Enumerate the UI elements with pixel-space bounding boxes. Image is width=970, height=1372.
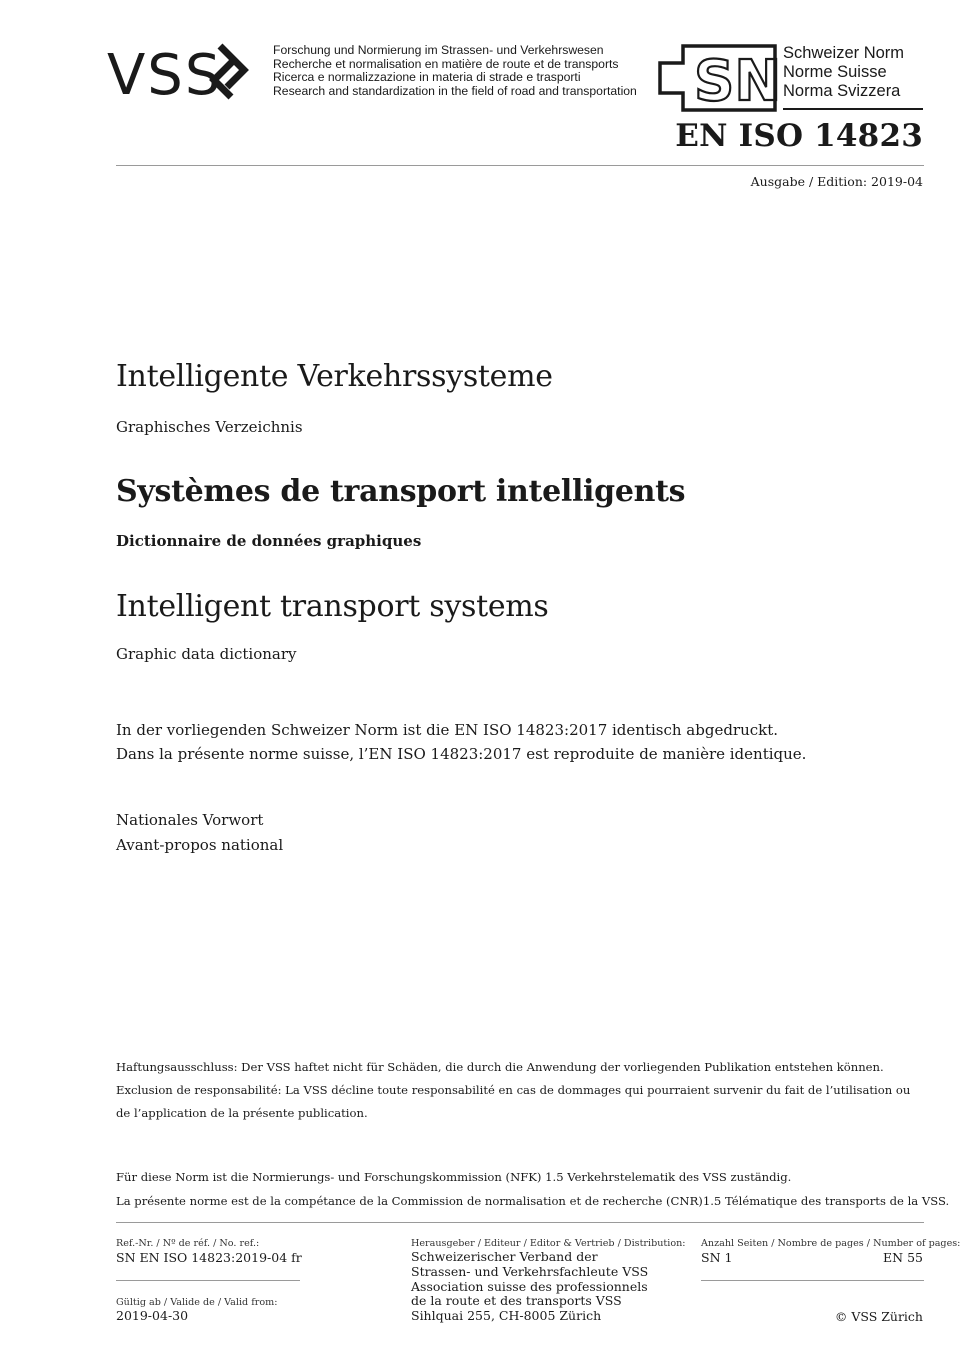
subtitle-english: Graphic data dictionary <box>116 645 297 663</box>
publisher-label: Herausgeber / Editeur / Editor & Vertrieb / Distribution: <box>411 1238 686 1249</box>
competence-de: Für diese Norm ist die Normierungs- und Forschungskommission (NFK) 1.5 Verkehrstelematik des VSS zuständig. <box>116 1170 792 1184</box>
footer-divider <box>116 1222 924 1223</box>
subtitle-french: Dictionnaire de données graphiques <box>116 532 422 550</box>
pages-divider <box>701 1280 924 1281</box>
publisher-line: Sihlquai 255, CH-8005 Zürich <box>411 1308 602 1324</box>
foreword-fr: Avant-propos national <box>116 836 284 854</box>
pages-sn: SN 1 <box>701 1250 733 1265</box>
norm-languages <box>783 44 904 101</box>
adoption-note-de: In der vorliegenden Schweizer Norm ist die EN ISO 14823:2017 identisch abgedruckt. <box>116 721 779 739</box>
vss-line-fr: Recherche et normalisation en matière de route et de transports <box>273 56 619 71</box>
adoption-note-fr: Dans la présente norme suisse, l’EN ISO 14823:2017 est reproduite de manière identique. <box>116 745 807 763</box>
ref-value: SN EN ISO 14823:2019-04 fr <box>116 1250 302 1265</box>
publisher-address <box>411 1250 648 1324</box>
sn-logo-text: SN <box>694 49 782 113</box>
publisher-line: Schweizerischer Verband der <box>411 1249 598 1264</box>
foreword-de: Nationales Vorwort <box>116 811 264 829</box>
sn-logo <box>657 43 789 113</box>
copyright: © VSS Zürich <box>834 1309 923 1324</box>
publisher-line: de la route et des transports VSS <box>411 1293 622 1309</box>
subtitle-german: Graphisches Verzeichnis <box>116 418 303 436</box>
vss-line-en: Research and standardization in the field of road and transportation <box>273 83 637 98</box>
norm-label-fr: Norme Suisse <box>783 63 887 81</box>
valid-value: 2019-04-30 <box>116 1308 189 1323</box>
vss-logo <box>107 40 267 102</box>
title-english: Intelligent transport systems <box>116 589 549 624</box>
vss-description <box>273 44 637 98</box>
vss-logo-text: VSS <box>107 43 223 102</box>
disclaimer-fr-line2: de l’application de la présente publication. <box>116 1106 368 1120</box>
standard-number: EN ISO 14823 <box>675 118 923 154</box>
edition-label: Ausgabe / Edition: 2019-04 <box>750 174 923 189</box>
pages-en: EN 55 <box>883 1250 923 1265</box>
norm-underline <box>783 108 923 110</box>
disclaimer-de: Haftungsausschluss: Der VSS haftet nicht für Schäden, die durch die Anwendung der vorliegenden Publikation entstehen können. <box>116 1060 884 1074</box>
valid-label: Gültig ab / Valide de / Valid from: <box>116 1297 278 1308</box>
norm-label-de: Schweizer Norm <box>783 44 905 62</box>
disclaimer-fr-line1: Exclusion de responsabilité: La VSS décline toute responsabilité en cas de dommages qui pourraient survenir du fait de l’utilisation ou <box>116 1083 911 1097</box>
competence-fr: La présente norme est de la compétance de la Commission de normalisation et de recherche (CNR)1.5 Télématique des transports de la VSS. <box>116 1194 950 1208</box>
ref-label: Ref.-Nr. / Nº de réf. / No. ref.: <box>116 1238 260 1249</box>
header-divider <box>116 165 924 166</box>
norm-label-it: Norma Svizzera <box>783 82 901 100</box>
vss-line-de: Forschung und Normierung im Strassen- und Verkehrswesen <box>273 43 604 57</box>
ref-divider <box>116 1280 300 1281</box>
title-french: Systèmes de transport intelligents <box>116 474 686 509</box>
vss-line-it: Ricerca e normalizzazione in materia di strade e trasporti <box>273 70 581 85</box>
publisher-line: Strassen- und Verkehrsfachleute VSS <box>411 1263 649 1279</box>
title-german: Intelligente Verkehrssysteme <box>116 359 553 394</box>
pages-label: Anzahl Seiten / Nombre de pages / Number of pages: <box>701 1238 961 1249</box>
publisher-line: Association suisse des professionnels <box>411 1278 648 1294</box>
